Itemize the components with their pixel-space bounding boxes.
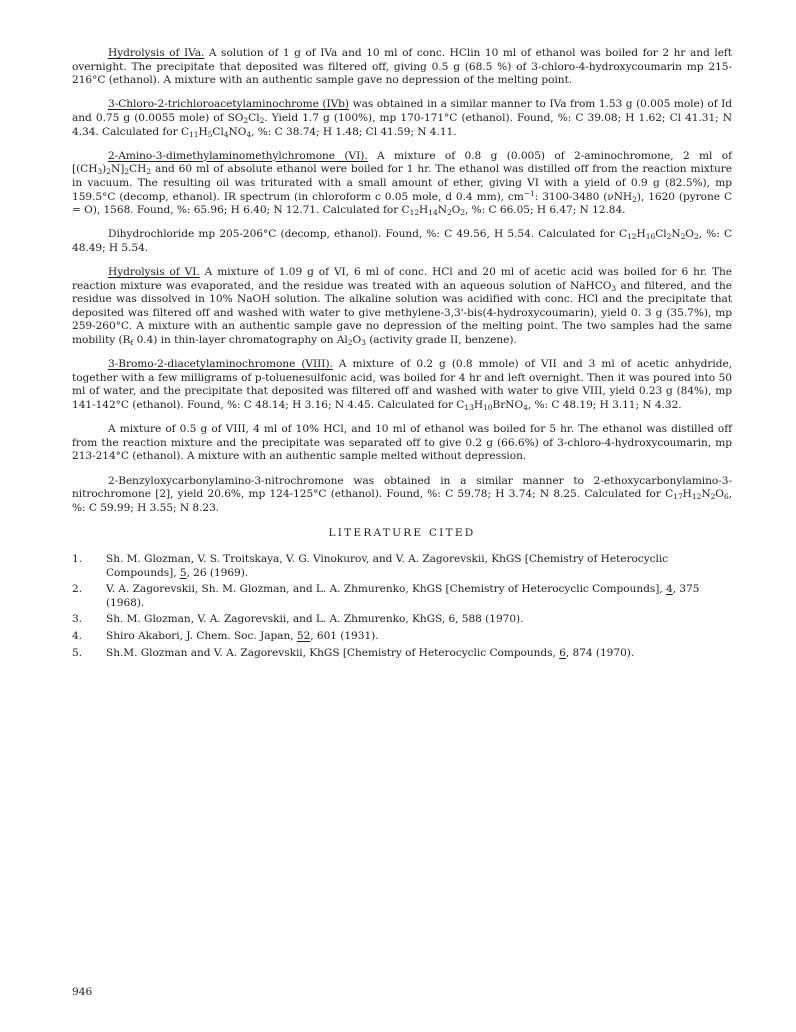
reference-item [72,553,732,580]
paper-page [72,47,732,663]
reference-citation: Shiro Akabori, J. Chem. Soc. Japan, [106,629,297,642]
subscript: 2 [680,232,686,242]
reference-text [106,647,732,661]
subscript: 16 [645,232,656,242]
reference-citation: V. A. Zagorevskii, Sh. M. Glozman, and L. A. Zhmurenko, KhGS [Chemistry of Heterocyclic Compounds], [106,583,666,596]
subscript: 13 [464,403,474,413]
subscript: 5 [207,129,213,139]
paragraph-text: . Yield 1.7 g (100%), mp 170-171°C (ethanol). Found, %: C 39.08; H 1.62; Cl 41.31; N 4.34. Calculated for C [72,111,732,138]
paragraph-text: and filtered, and the residue was dissolved in 10% NaOH solution. The alkaline solution was acidified with conc. HCl and the precipitate that deposited was filtered off and washed with water to give methylene-3,3'-bis(4-hydroxycoumarin), yield 0. 3 g (35.7%), mp 259-260°C. A mixture with an authentic sample gave no depression of the melting point. The two samples had the same mobility (R [72,279,732,347]
subscript: 2 [259,115,265,125]
subscript: 14 [428,208,438,218]
paragraph-text: , %: C 38.74; H 1.48; Cl 41.59; N 4.11. [251,125,457,138]
paragraph-text: N] [110,163,125,176]
superscript: −1 [523,188,535,198]
subscript: 2 [710,492,716,502]
subscript: 2 [460,208,466,218]
reference-citation: Sh.M. Glozman and V. A. Zagorevskii, KhGS [Chemistry of Heterocyclic Compounds, [106,646,560,659]
reference-item [72,630,732,644]
paragraph-hydrolysis-vi [72,266,732,348]
reference-text [106,630,732,644]
paragraph-text: Cl [248,111,260,124]
subscript: 11 [189,129,199,139]
paragraph-text: A solution of 1 g of IVa and 10 ml of conc. HClin 10 ml of ethanol was boiled for 2 hr and left overnight. The precipitate that deposited was filtered off, giving 0.5 g (68.5 %) of 3-chloro-4-hydroxycoumarin mp 215-216°C (ethanol). A mixture with an authentic sample gave no depression of the melting point. [72,47,732,87]
subscript: 12 [409,208,420,218]
paragraph-viii [72,358,732,412]
subscript: 4 [223,129,229,139]
reference-text [106,583,732,610]
subscript: 3 [97,167,103,177]
paragraph-text: (activity grade II, benzene). [365,334,517,347]
paragraph-text: , %: C 59.99; H 3.55; N 8.23. [72,488,732,514]
paragraph-text: N [701,488,711,501]
subscript: f [130,338,134,348]
reference-pages: , 601 (1931). [310,629,379,642]
subscript: 3 [611,283,617,293]
literature-cited-heading: LITERATURE CITED [328,527,476,540]
reference-citation: Sh. M. Glozman, V. A. Zagorevskii, and L. A. Zhmurenko, KhGS, 6, 588 (1970). [106,613,524,626]
paragraph-text: ) [102,163,107,176]
paragraph-ivb [72,98,732,139]
reference-number: 3. [72,613,83,626]
paragraph-text: 2-Benzyloxycarbonylamino-3-nitrochromone was obtained in a similar manner to 2-ethoxycarbonylamino-3-nitrochromone [2], yield 20.6%, mp 124-125°C (ethanol). Found, %: C 59.78; H 3.74; N 8.25. Calculated for C [72,474,732,501]
paragraph-text: N [437,204,447,217]
section-heading: 3-Chloro-2-trichloroacetylaminochrome (IVb) [108,98,349,111]
paragraph-text: , %: C 48.19; H 3.11; N 4.32. [527,399,682,412]
paragraph-benzyloxycarbonyl [72,475,732,516]
subscript: 17 [673,492,683,502]
subscript: 2 [124,167,130,177]
subscript: 2 [146,167,152,177]
paragraph-text: , %: C 66.05; H 6.47; N 12.84. [465,204,626,217]
paragraph-text: BrNO [492,399,524,412]
paragraph-hydrolysis-iva [72,47,732,88]
paragraph-text: Cl [212,125,224,138]
subscript: 2 [243,115,249,125]
section-heading: Hydrolysis of VI. [108,266,200,279]
paragraph-text: A mixture of 0.5 g of VIII, 4 ml of 10% HCl, and 10 ml of ethanol was boiled for 5 hr. The ethanol was distilled off from the reaction mixture and the precipitate was separated off to give 0.2 g (66.6%) of 3-chloro-4-hydroxycoumarin, mp 213-214°C (ethanol). A mixture with an authentic sample melted without depression. [72,423,732,463]
subscript: 2 [632,194,637,204]
paragraph-text: was obtained in a similar manner to IVa from 1.53 g (0.005 mole) of Id and 0.75 g (0.0055 mole) of SO [72,98,732,124]
paragraph-text: 0.4) in thin-layer chromatography on Al [133,334,348,347]
subscript: 4 [246,129,252,139]
paragraph-text: A mixture of 1.09 g of VI, 6 ml of conc. HCl and 20 ml of acetic acid was boiled for 6 hr. The reaction mixture was evaporated, and the residue was treated with an aqueous solution of NaHCO [72,266,732,292]
subscript: 12 [627,232,637,242]
paragraph-text: : 3100-3480 (νNH [534,190,633,203]
subscript: 3 [361,338,366,348]
reference-item [72,647,732,661]
paragraph-text: O [352,334,362,347]
subscript: 2 [666,232,672,242]
paragraph-dihydrochloride [72,228,732,255]
paragraph-text: O [451,204,461,217]
section-heading: Hydrolysis of IVa. [108,47,205,59]
paragraph-text: Cl [655,228,667,241]
page-number: 946 [72,986,93,998]
subscript: 2 [106,167,111,177]
reference-number: 2. [72,583,83,596]
reference-text [106,613,732,627]
subscript: 10 [483,403,493,413]
paragraph-text: H [419,204,429,217]
paragraph-text: , %: C 48.49; H 5.54. [72,228,732,254]
reference-volume: 6 [559,646,566,659]
reference-pages: , 874 (1970). [565,646,635,659]
reference-number: 5. [72,646,83,659]
subscript: 2 [693,232,699,242]
paragraph-text: O [715,488,724,501]
paragraph-text: and 60 ml of absolute ethanol were boiled for 1 hr. The ethanol was distilled off from the reaction mixture in vacuum. The resulting oil was triturated with a small amount of ether, giving VI with a yield of 0.9 g (82.5%), mp 159.5°C (decomp, ethanol). IR spectrum (in chloroform c 0.05 mole, d 0.4 mm), cm [72,163,732,203]
paragraph-text: H [636,228,646,241]
paragraph-text: H [473,399,484,412]
paragraph-vi [72,150,732,218]
paragraph-text: CH [129,163,147,176]
subscript: 2 [446,208,452,218]
reference-item [72,583,732,610]
reference-item [72,613,732,627]
paragraph-text: H [198,125,208,138]
subscript: 4 [523,403,528,413]
subscript: 6 [723,492,729,502]
reference-volume: 4 [665,583,673,596]
reference-citation: Sh. M. Glozman, V. S. Troitskaya, V. G. Vinokurov, and V. A. Zagorevskii, KhGS [Chemistry of Heterocyclic Compounds], [106,552,669,579]
paragraph-text: H [682,488,692,501]
subscript: 2 [347,338,353,348]
reference-pages: , 375 (1968). [106,583,700,609]
reference-volume: 52 [296,629,311,642]
reference-number: 1. [72,552,83,565]
paragraph-text: A mixture of 0.8 g (0.005) of 2-aminochromone, 2 ml of [(CH [72,149,732,176]
paragraph-text: N [671,228,681,241]
reference-pages: , 26 (1969). [186,566,249,579]
paragraph-text: Dihydrochloride mp 205-206°C (decomp, ethanol). Found, %: C 49.56, H 5.54. Calculated for C [108,228,628,241]
reference-number: 4. [72,629,83,642]
section-heading: 3-Bromo-2-diacetylaminochromone (VIII). [108,358,333,371]
paragraph-text: ), 1620 (pyrone C = O), 1568. Found, %: 65.96; H 6.40; N 12.71. Calculated for C [72,190,732,217]
reference-volume: 5 [179,566,187,579]
reference-list [72,553,732,660]
reference-text [106,553,732,580]
section-heading: 2-Amino-3-dimethylaminomethylchromone (VI). [108,149,368,162]
paragraph-viii-hydrolysis [72,423,732,464]
paragraph-text: O [685,228,694,241]
paragraph-text: NO [228,125,247,138]
paragraph-text: A mixture of 0.2 g (0.8 mmole) of VII and 3 ml of acetic anhydride, together with a few milligrams of p-toluenesulfonic acid, was boiled for 4 hr and left overnight. Then it was poured into 50 ml of water, and the precipitate that deposited was filtered off and washed with water to give VIII, yield 0.23 g (84%), mp 141-142°C (ethanol). Found, %: C 48.14; H 3.16; N 4.45. Calculated for C [72,358,732,412]
subscript: 12 [691,492,702,502]
